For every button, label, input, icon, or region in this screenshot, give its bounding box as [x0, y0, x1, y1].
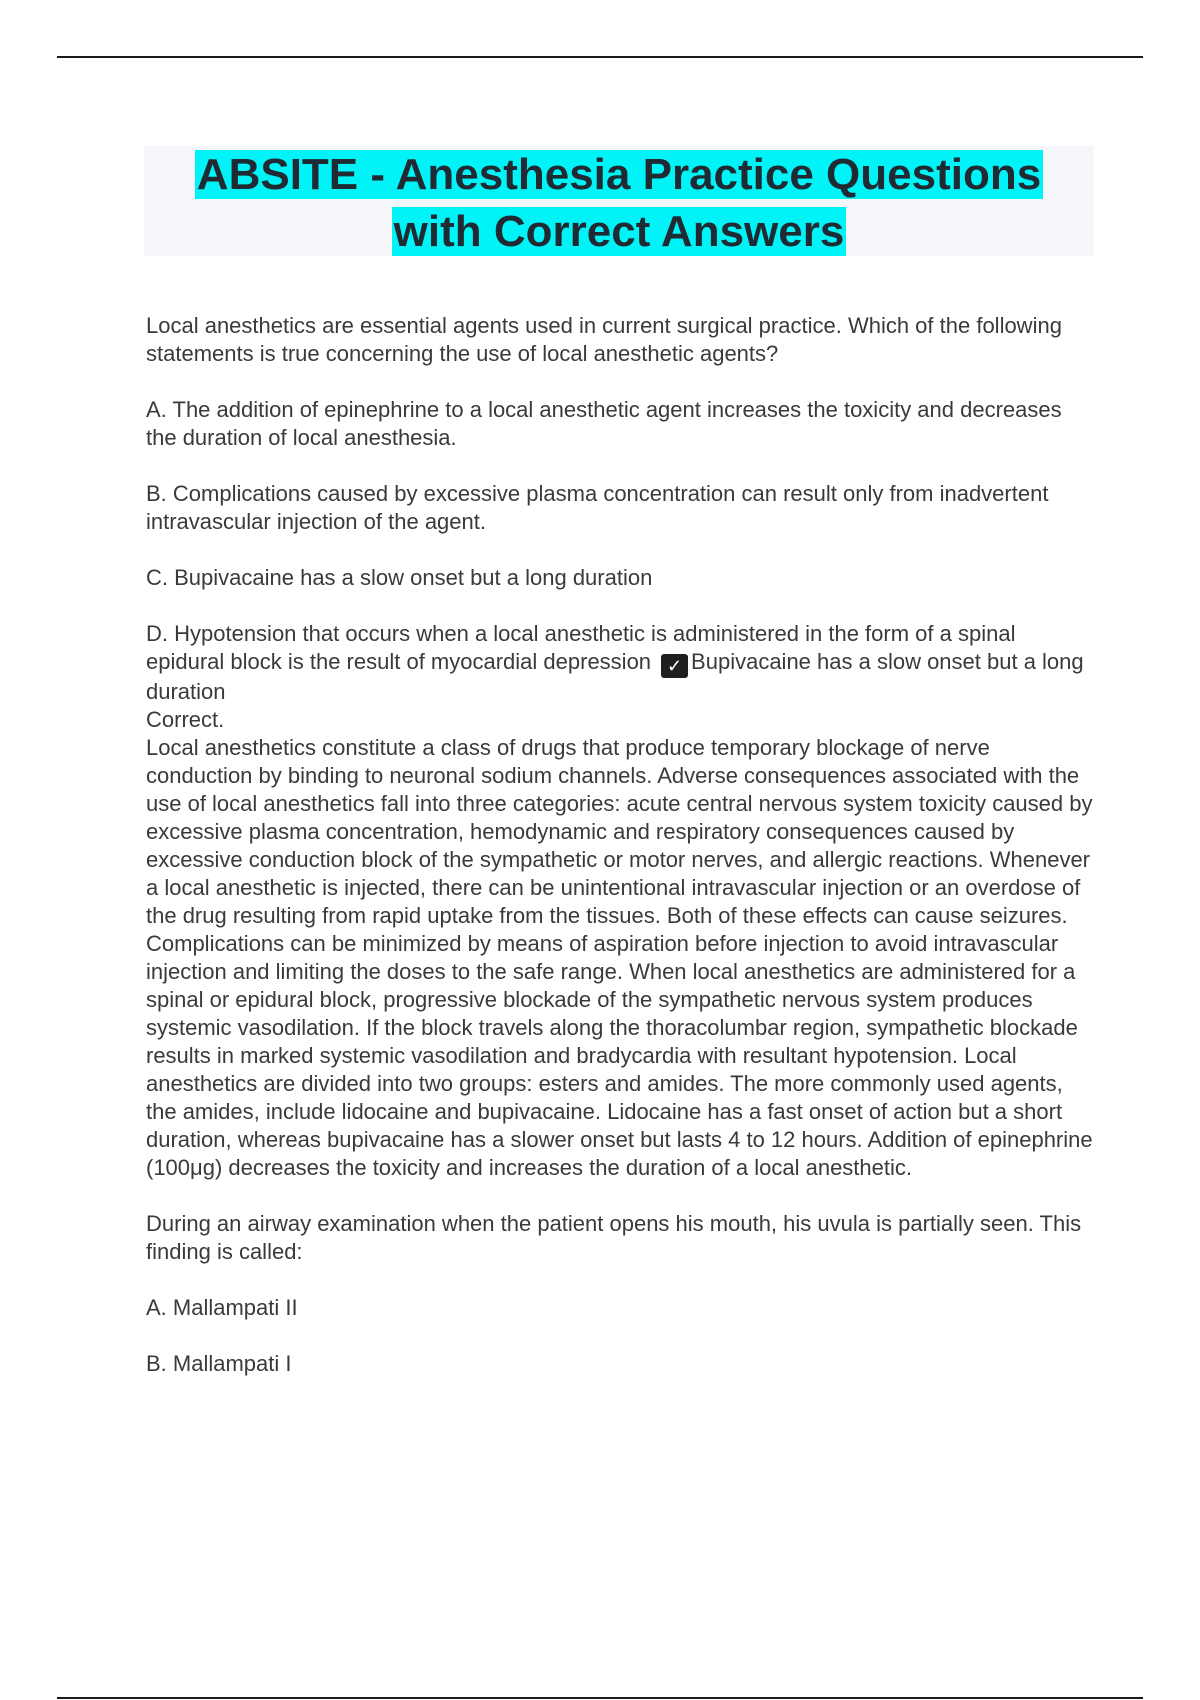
question-1-answer: Bupivacaine has a slow onset but a long duration	[146, 649, 1084, 704]
title-line-1: ABSITE - Anesthesia Practice Questions	[196, 150, 1042, 199]
question-1-verdict: Correct.	[146, 707, 225, 732]
question-1-option-c: C. Bupivacaine has a slow onset but a long duration	[146, 565, 653, 590]
title-block	[144, 146, 1094, 256]
question-2-option-b: B. Mallampati I	[146, 1351, 292, 1376]
page-title	[144, 146, 1094, 260]
question-2-stem: During an airway examination when the patient opens his mouth, his uvula is partially seen. This finding is called:	[146, 1211, 1082, 1264]
check-box-icon: ✓	[661, 654, 688, 678]
footer-rule	[57, 1697, 1143, 1699]
question-2-option-a: A. Mallampati II	[146, 1295, 298, 1320]
question-1-option-d-with-answer	[146, 620, 1096, 706]
title-line-2: with Correct Answers	[393, 207, 845, 256]
question-1-option-d: D. Hypotension that occurs when a local anesthetic is administered in the form of a spinal epidural block is the result of myocardial depression	[146, 621, 1016, 674]
header-rule	[57, 56, 1143, 58]
question-1-option-b: B. Complications caused by excessive plasma concentration can result only from inadvertent intravascular injection of the agent.	[146, 481, 1049, 534]
question-1-explanation: Local anesthetics constitute a class of drugs that produce temporary blockage of nerve conduction by binding to neuronal sodium channels. Adverse consequences associated with the use of local anesthetics fall into three categories: acute central nervous system toxicity caused by excessive plasma concentration, hemodynamic and respiratory consequences caused by excessive conduction block of the sympathetic or motor nerves, and allergic reactions. Whenever a local anesthetic is injected, there can be unintentional intravascular injection or an overdose of the drug resulting from rapid uptake from the tissues. Both of these effects can cause seizures. Complications can be minimized by means of aspiration before injection to avoid intravascular injection and limiting the doses to the safe range. When local anesthetics are administered for a spinal or epidural block, progressive blockade of the sympathetic nervous system produces systemic vasodilation. If the block travels along the thoracolumbar region, sympathetic blockade results in marked systemic vasodilation and bradycardia with resultant hypotension. Local anesthetics are divided into two groups: esters and amides. The more commonly used agents, the amides, include lidocaine and bupivacaine. Lidocaine has a fast onset of action but a short duration, whereas bupivacaine has a slower onset but lasts 4 to 12 hours. Addition of epinephrine (100μg) decreases the toxicity and increases the duration of a local anesthetic.	[146, 735, 1093, 1180]
question-1-stem: Local anesthetics are essential agents used in current surgical practice. Which of the following statements is true concerning the use of local anesthetic agents?	[146, 313, 1062, 366]
document-body	[146, 312, 1096, 1378]
question-1-option-a: A. The addition of epinephrine to a local anesthetic agent increases the toxicity and decreases the duration of local anesthesia.	[146, 397, 1062, 450]
